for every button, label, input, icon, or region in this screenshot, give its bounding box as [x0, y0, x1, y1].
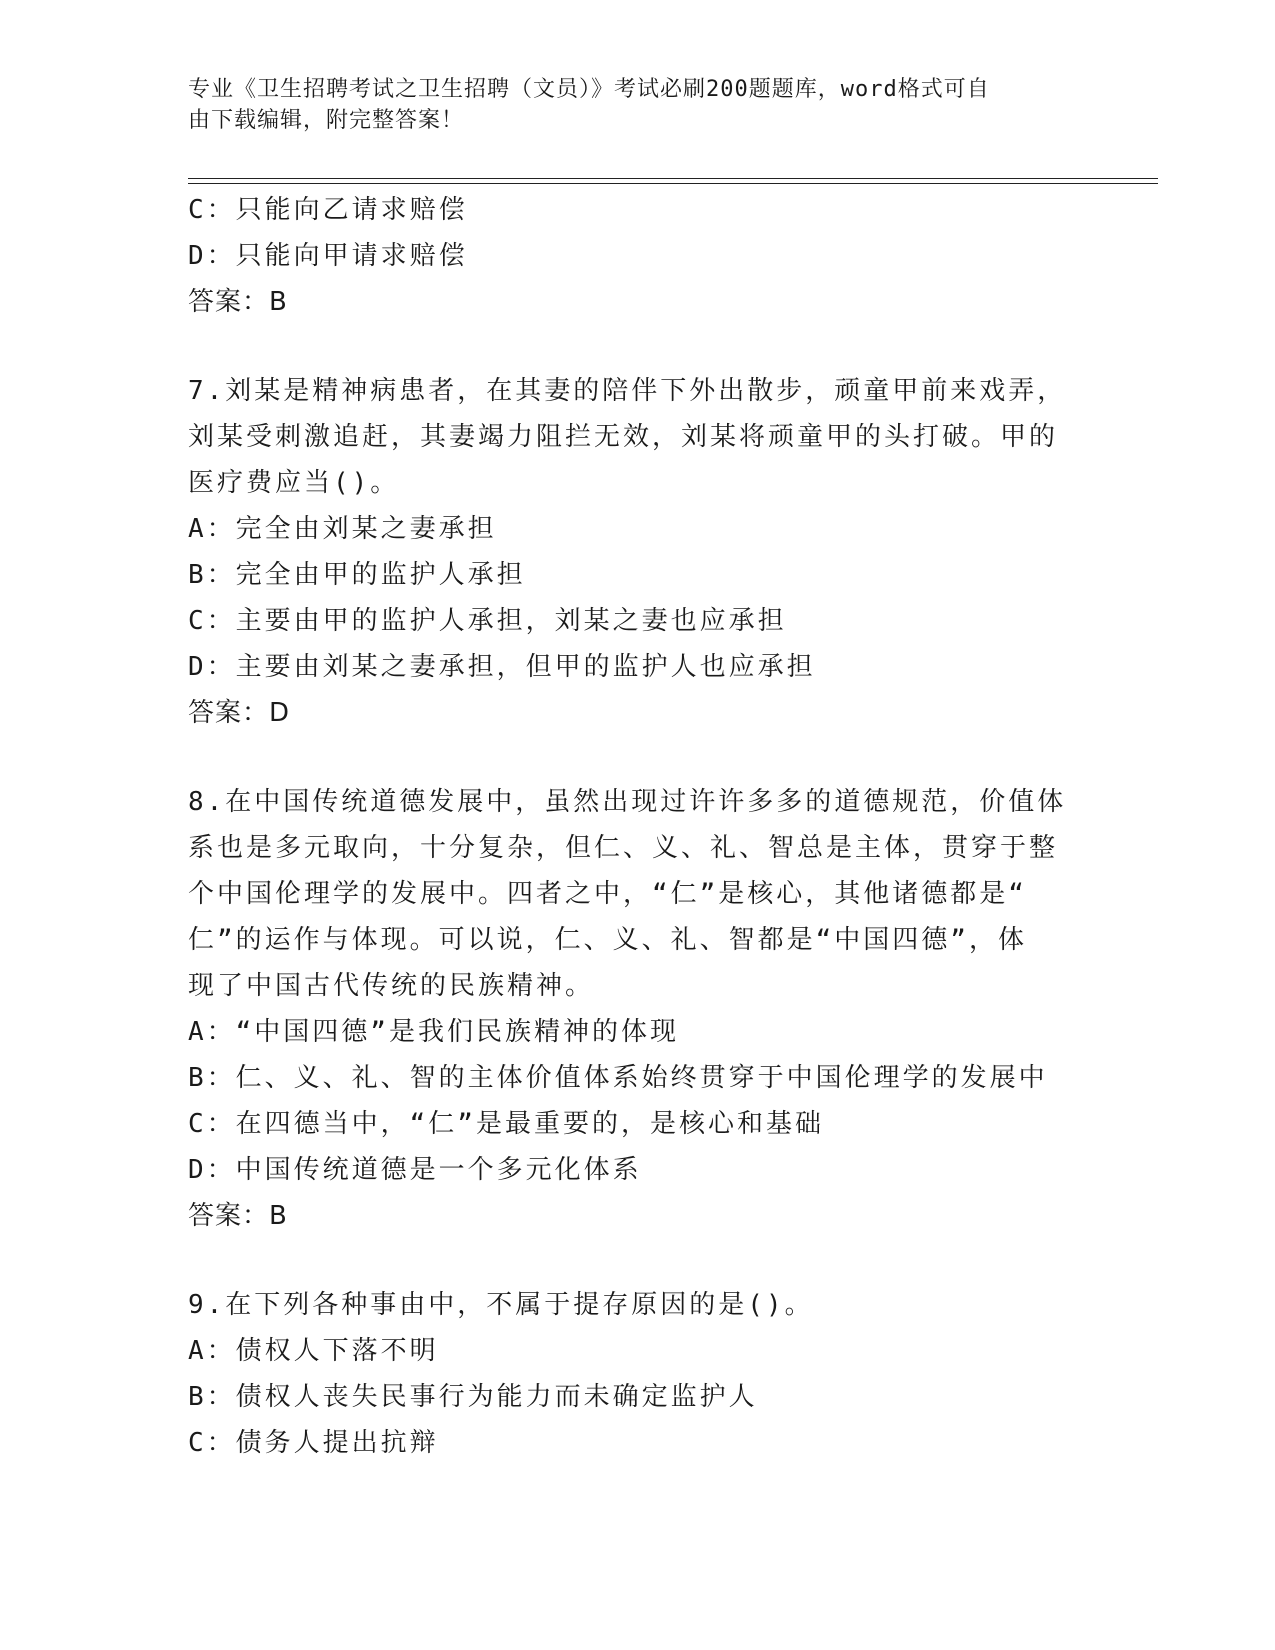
question-stem-line: 个中国伦理学的发展中。四者之中，“仁”是核心，其他诸德都是“ [188, 879, 1027, 909]
option-a: A：“中国四德”是我们民族精神的体现 [188, 1017, 679, 1047]
header-divider-top [188, 178, 1158, 179]
spacer [188, 1239, 1078, 1282]
option-a: A：债权人下落不明 [188, 1336, 439, 1366]
option-b: B：仁、义、礼、智的主体价值体系始终贯穿于中国伦理学的发展中 [188, 1063, 1048, 1093]
question-stem-line: 刘某受刺激追赶，其妻竭力阻拦无效，刘某将顽童甲的头打破。甲的 [188, 422, 1059, 452]
page-header [188, 74, 1088, 136]
question-stem-line: 8.在中国传统道德发展中，虽然出现过许许多多的道德规范，价值体 [188, 787, 1067, 817]
spacer [188, 325, 1078, 368]
question-8 [188, 779, 1078, 1239]
option-d: D：主要由刘某之妻承担，但甲的监护人也应承担 [188, 652, 816, 682]
option-a: A：完全由刘某之妻承担 [188, 514, 497, 544]
answer-line: 答案：B [188, 287, 288, 317]
question-list [188, 187, 1078, 1466]
answer-line: 答案：B [188, 1201, 288, 1231]
option-c: C：主要由甲的监护人承担，刘某之妻也应承担 [188, 606, 787, 636]
question-stem-line: 系也是多元取向，十分复杂，但仁、义、礼、智总是主体，贯穿于整 [188, 833, 1059, 863]
header-divider-bottom [188, 183, 1158, 184]
question-stem-line: 9.在下列各种事由中，不属于提存原因的是()。 [188, 1290, 814, 1320]
spacer [188, 736, 1078, 779]
question-9 [188, 1282, 1078, 1466]
option-c: C：只能向乙请求赔偿 [188, 195, 468, 225]
option-b: B：债权人丧失民事行为能力而未确定监护人 [188, 1382, 758, 1412]
question-7 [188, 368, 1078, 736]
option-c: C：债务人提出抗辩 [188, 1428, 439, 1458]
question-stem-line: 7.刘某是精神病患者，在其妻的陪伴下外出散步，顽童甲前来戏弄， [188, 376, 1067, 406]
question-stem-line: 现了中国古代传统的民族精神。 [188, 971, 595, 1001]
option-c: C：在四德当中，“仁”是最重要的，是核心和基础 [188, 1109, 824, 1139]
option-d: D：只能向甲请求赔偿 [188, 241, 468, 271]
question-stem-line: 仁”的运作与体现。可以说，仁、义、礼、智都是“中国四德”，体 [188, 925, 1027, 955]
question-stem-line: 医疗费应当()。 [188, 468, 400, 498]
header-line-1: 专业《卫生招聘考试之卫生招聘（文员）》考试必刷200题题库，word格式可自 [188, 77, 990, 102]
option-b: B：完全由甲的监护人承担 [188, 560, 526, 590]
answer-line: 答案：D [188, 698, 291, 728]
question-6-tail [188, 187, 1078, 325]
option-d: D：中国传统道德是一个多元化体系 [188, 1155, 642, 1185]
header-line-2: 由下载编辑，附完整答案！ [188, 108, 465, 133]
